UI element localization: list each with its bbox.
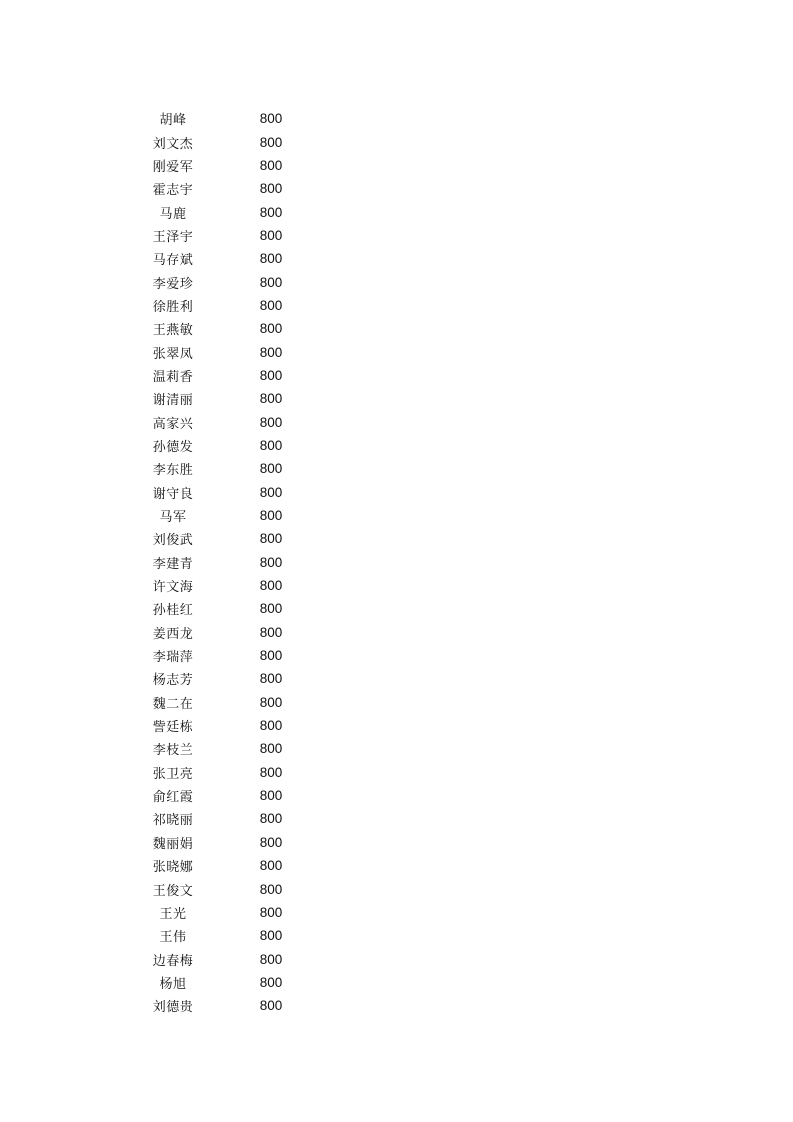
person-name: 马存斌 (152, 253, 194, 269)
list-row (120, 691, 340, 714)
amount-value: 800 (259, 181, 283, 197)
list-row (120, 154, 340, 177)
person-name: 王燕敏 (152, 323, 194, 339)
person-name: 谢守良 (152, 486, 194, 502)
person-name: 徐胜利 (152, 299, 194, 315)
list-row (120, 831, 340, 854)
amount-value: 800 (259, 811, 283, 827)
person-name: 姜西龙 (152, 626, 194, 642)
name-amount-list (120, 107, 340, 1017)
list-row (120, 597, 340, 620)
person-name: 胡峰 (159, 113, 187, 129)
list-row (120, 737, 340, 760)
list-row (120, 317, 340, 340)
list-row (120, 667, 340, 690)
amount-value: 800 (259, 788, 283, 804)
list-row (120, 784, 340, 807)
amount-value: 800 (259, 414, 283, 430)
amount-value: 800 (259, 297, 283, 313)
list-row (120, 971, 340, 994)
amount-value: 800 (259, 741, 283, 757)
person-name: 祁晓丽 (152, 813, 194, 829)
amount-value: 800 (259, 251, 283, 267)
amount-value: 800 (259, 858, 283, 874)
list-row (120, 457, 340, 480)
amount-value: 800 (259, 834, 283, 850)
list-row (120, 387, 340, 410)
amount-value: 800 (259, 951, 283, 967)
amount-value: 800 (259, 718, 283, 734)
person-name: 俞红霞 (152, 790, 194, 806)
amount-value: 800 (259, 204, 283, 220)
list-row (120, 270, 340, 293)
person-name: 訾廷栋 (152, 720, 194, 736)
list-row (120, 574, 340, 597)
person-name: 刘俊武 (152, 533, 194, 549)
person-name: 李爱珍 (152, 276, 194, 292)
amount-value: 800 (259, 694, 283, 710)
list-row (120, 994, 340, 1017)
person-name: 许文海 (152, 580, 194, 596)
list-row (120, 877, 340, 900)
person-name: 王泽宇 (152, 229, 194, 245)
amount-value: 800 (259, 764, 283, 780)
amount-value: 800 (259, 554, 283, 570)
person-name: 王光 (159, 906, 187, 922)
amount-value: 800 (259, 344, 283, 360)
person-name: 杨旭 (159, 976, 187, 992)
list-row (120, 294, 340, 317)
list-row (120, 130, 340, 153)
person-name: 张翠凤 (152, 346, 194, 362)
person-name: 魏二在 (152, 696, 194, 712)
amount-value: 800 (259, 624, 283, 640)
amount-value: 800 (259, 578, 283, 594)
list-row (120, 924, 340, 947)
amount-value: 800 (259, 904, 283, 920)
person-name: 刚爱军 (152, 159, 194, 175)
person-name: 刘德贵 (152, 1000, 194, 1016)
amount-value: 800 (259, 391, 283, 407)
person-name: 杨志芳 (152, 673, 194, 689)
amount-value: 800 (259, 648, 283, 664)
amount-value: 800 (259, 367, 283, 383)
person-name: 高家兴 (152, 416, 194, 432)
person-name: 李瑞萍 (152, 650, 194, 666)
list-row (120, 434, 340, 457)
list-row (120, 177, 340, 200)
list-row (120, 901, 340, 924)
person-name: 孙德发 (152, 439, 194, 455)
person-name: 魏丽娟 (152, 836, 194, 852)
list-row (120, 621, 340, 644)
person-name: 马军 (159, 510, 187, 526)
person-name: 张晓娜 (152, 860, 194, 876)
list-row (120, 551, 340, 574)
amount-value: 800 (259, 881, 283, 897)
person-name: 王伟 (159, 930, 187, 946)
list-row (120, 854, 340, 877)
list-row (120, 200, 340, 223)
person-name: 温莉香 (152, 369, 194, 385)
person-name: 孙桂红 (152, 603, 194, 619)
person-name: 王俊文 (152, 883, 194, 899)
person-name: 李东胜 (152, 463, 194, 479)
list-row (120, 527, 340, 550)
amount-value: 800 (259, 974, 283, 990)
list-row (120, 504, 340, 527)
person-name: 马鹿 (159, 206, 187, 222)
list-row (120, 247, 340, 270)
amount-value: 800 (259, 461, 283, 477)
person-name: 李建青 (152, 556, 194, 572)
amount-value: 800 (259, 227, 283, 243)
amount-value: 800 (259, 157, 283, 173)
person-name: 边春梅 (152, 953, 194, 969)
list-row (120, 364, 340, 387)
person-name: 张卫亮 (152, 766, 194, 782)
amount-value: 800 (259, 928, 283, 944)
amount-value: 800 (259, 274, 283, 290)
list-row (120, 761, 340, 784)
amount-value: 800 (259, 531, 283, 547)
amount-value: 800 (259, 321, 283, 337)
amount-value: 800 (259, 508, 283, 524)
list-row (120, 481, 340, 504)
list-row (120, 340, 340, 363)
list-row (120, 224, 340, 247)
list-row (120, 644, 340, 667)
amount-value: 800 (259, 484, 283, 500)
list-row (120, 107, 340, 130)
list-row (120, 947, 340, 970)
person-name: 谢清丽 (152, 393, 194, 409)
person-name: 李枝兰 (152, 743, 194, 759)
amount-value: 800 (259, 134, 283, 150)
person-name: 霍志宇 (152, 183, 194, 199)
list-row (120, 410, 340, 433)
amount-value: 800 (259, 111, 283, 127)
list-row (120, 714, 340, 737)
list-row (120, 807, 340, 830)
amount-value: 800 (259, 998, 283, 1014)
amount-value: 800 (259, 601, 283, 617)
amount-value: 800 (259, 437, 283, 453)
person-name: 刘文杰 (152, 136, 194, 152)
amount-value: 800 (259, 671, 283, 687)
